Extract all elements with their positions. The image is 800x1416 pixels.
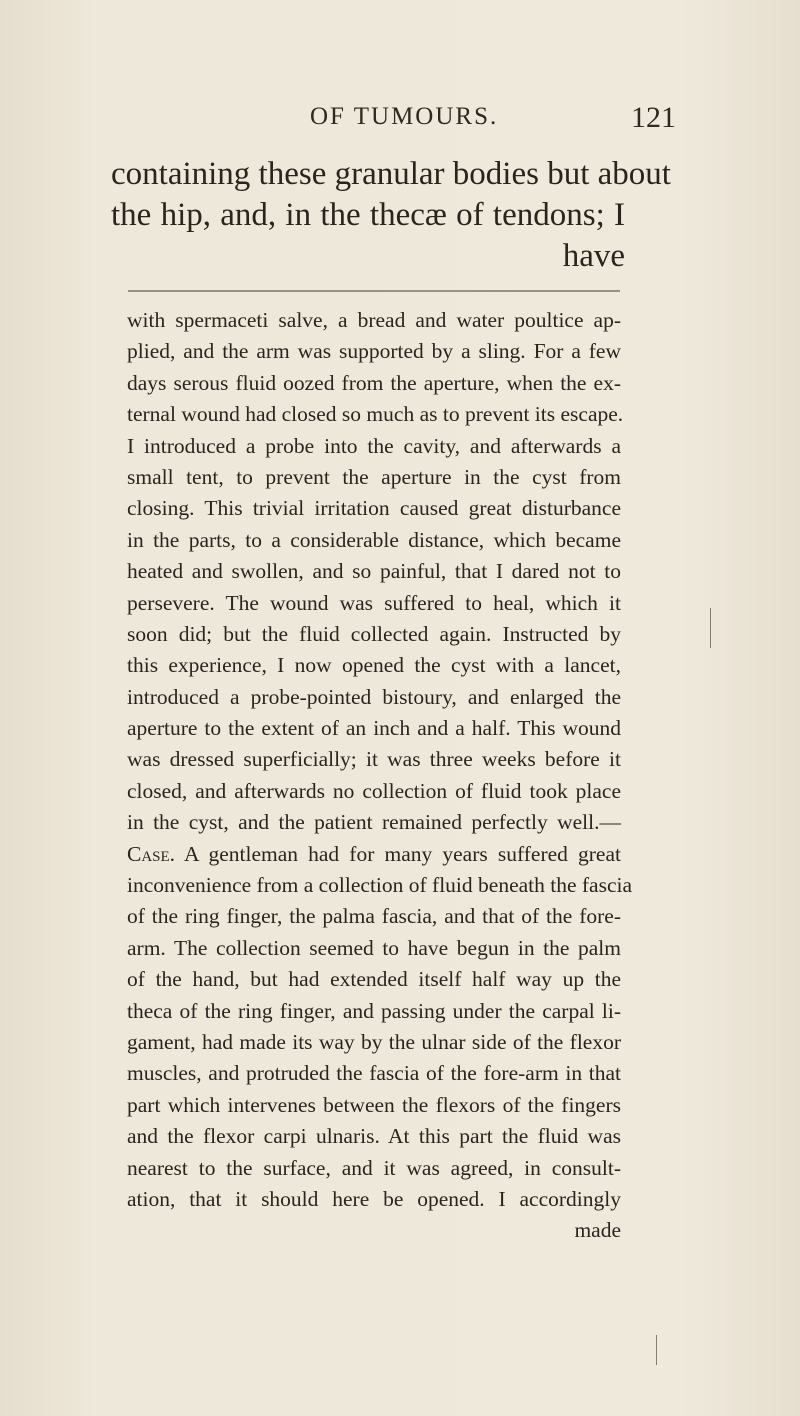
text-line: with spermaceti salve, a bread and water poultice ap- <box>127 308 621 332</box>
text-line: this experience, I now opened the cyst with a lancet, <box>127 653 621 678</box>
text-line: persevere. The wound was suffered to heal, which it <box>127 590 621 615</box>
fragment-line: the hip, and, in the thecæ of tendons; I <box>111 197 625 233</box>
fold-divider <box>128 290 620 292</box>
running-title: OF TUMOURS. <box>310 103 499 130</box>
text-line: introduced a probe-pointed bistoury, and enlarged the <box>127 684 621 709</box>
text-line: closed, and afterwards no collection of fluid took place <box>127 778 621 803</box>
margin-mark <box>656 1335 657 1365</box>
case-label: Case. <box>127 841 176 866</box>
text-line: heated and swollen, and so painful, that I dared not to <box>127 559 621 584</box>
text-line: part which intervenes between the flexors of the fingers <box>127 1092 621 1117</box>
text-line: in the cyst, and the patient remained perfectly well.— <box>127 810 621 835</box>
text-line: plied, and the arm was supported by a sling. For a few <box>127 339 621 364</box>
text-line: was dressed superficially; it was three weeks before it <box>127 747 621 772</box>
text-line: ternal wound had closed so much as to prevent its escape. <box>127 402 624 427</box>
fragment-line: have <box>562 238 625 274</box>
text-line: of the hand, but had extended itself half way up the <box>127 967 621 992</box>
text-line-case <box>127 839 621 870</box>
text-line: I introduced a probe into the cavity, and afterwards a <box>127 433 621 458</box>
text-line: in the parts, to a considerable distance, which became <box>127 527 621 552</box>
text-line: muscles, and protruded the fascia of the fore-arm in that <box>127 1061 621 1086</box>
text-line: soon did; but the fluid collected again. Instructed by <box>127 621 621 646</box>
body-text <box>127 305 633 1247</box>
text-line: nearest to the surface, and it was agreed, in consult- <box>127 1155 621 1180</box>
fragment-line: containing these granular bodies but about <box>111 156 671 192</box>
text-line: small tent, to prevent the aperture in the cyst from <box>127 464 621 489</box>
text-line: and the flexor carpi ulnaris. At this part the fluid was <box>127 1124 621 1149</box>
text-line: of the ring finger, the palma fascia, and that of the fore- <box>127 904 621 929</box>
margin-mark <box>710 608 711 648</box>
text-line: arm. The collection seemed to have begun in the palm <box>127 935 621 960</box>
text-line: days serous fluid oozed from the aperture, when the ex- <box>127 370 621 395</box>
text-line-rest: A gentleman had for many years suffered great <box>184 841 621 866</box>
text-line: ation, that it should here be opened. I accordingly <box>127 1186 621 1211</box>
text-line: gament, had made its way by the ulnar side of the flexor <box>127 1029 621 1054</box>
text-line: theca of the ring finger, and passing under the carpal li- <box>127 998 621 1023</box>
page-number: 121 <box>631 101 676 134</box>
running-head <box>0 101 800 141</box>
overlapping-page-fragment <box>111 154 671 277</box>
text-line: inconvenience from a collection of fluid beneath the fascia <box>127 873 633 898</box>
text-line: closing. This trivial irritation caused great disturbance <box>127 496 621 521</box>
catchword: made <box>574 1218 621 1243</box>
text-line: aperture to the extent of an inch and a half. This wound <box>127 716 621 741</box>
